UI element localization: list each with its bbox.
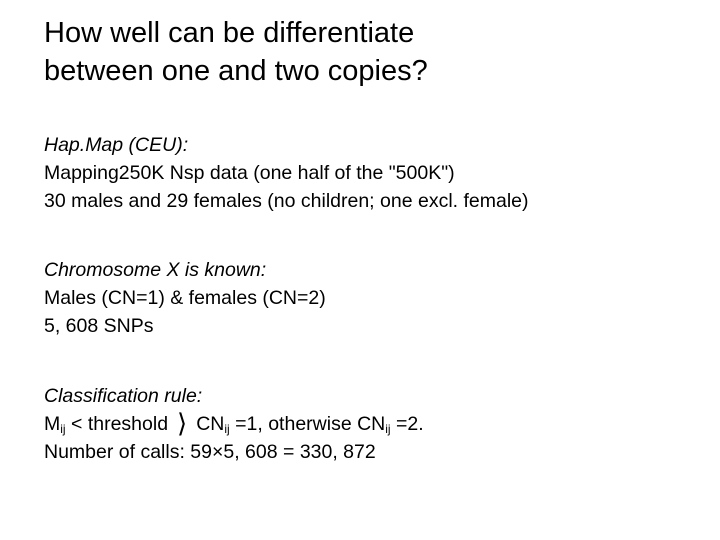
title-line-2: between one and two copies? — [44, 55, 428, 87]
rule-m-subscript: ij — [60, 422, 66, 436]
chromosome-x-heading: Chromosome X is known: — [44, 259, 267, 281]
classification-heading: Classification rule: — [44, 385, 203, 407]
slide-title — [44, 14, 684, 90]
classification-section — [44, 382, 704, 466]
chromosome-x-line-2: 5, 608 SNPs — [44, 315, 154, 337]
hapmap-line-1: Mapping250K Nsp data (one half of the "500K") — [44, 162, 455, 184]
rule-cn1-tail: =1, otherwise CN — [235, 413, 386, 435]
rule-cn2-subscript: ij — [385, 422, 391, 436]
chromosome-x-line-1: Males (CN=1) & females (CN=2) — [44, 287, 326, 309]
rule-cn1-subscript: ij — [224, 422, 230, 436]
number-of-calls: Number of calls: 59×5, 608 = 330, 872 — [44, 441, 376, 463]
classification-rule: $M_{ij}$ < threshold ⟩ $CN_{ij} =1$, otherwise $CN_{ij} =2$. — [44, 408, 424, 438]
hapmap-line-2: 30 males and 29 females (no children; one excl. female) — [44, 190, 529, 212]
hapmap-section — [44, 131, 704, 215]
rule-threshold: < threshold — [71, 413, 169, 435]
rule-m: M — [44, 413, 61, 435]
rule-cn2-tail: =2. — [396, 413, 424, 435]
chromosome-x-section — [44, 256, 704, 340]
rule-cn1: CN — [196, 413, 225, 435]
title-line-1: How well can be differentiate — [44, 17, 415, 49]
hapmap-heading: Hap.Map (CEU): — [44, 134, 189, 156]
